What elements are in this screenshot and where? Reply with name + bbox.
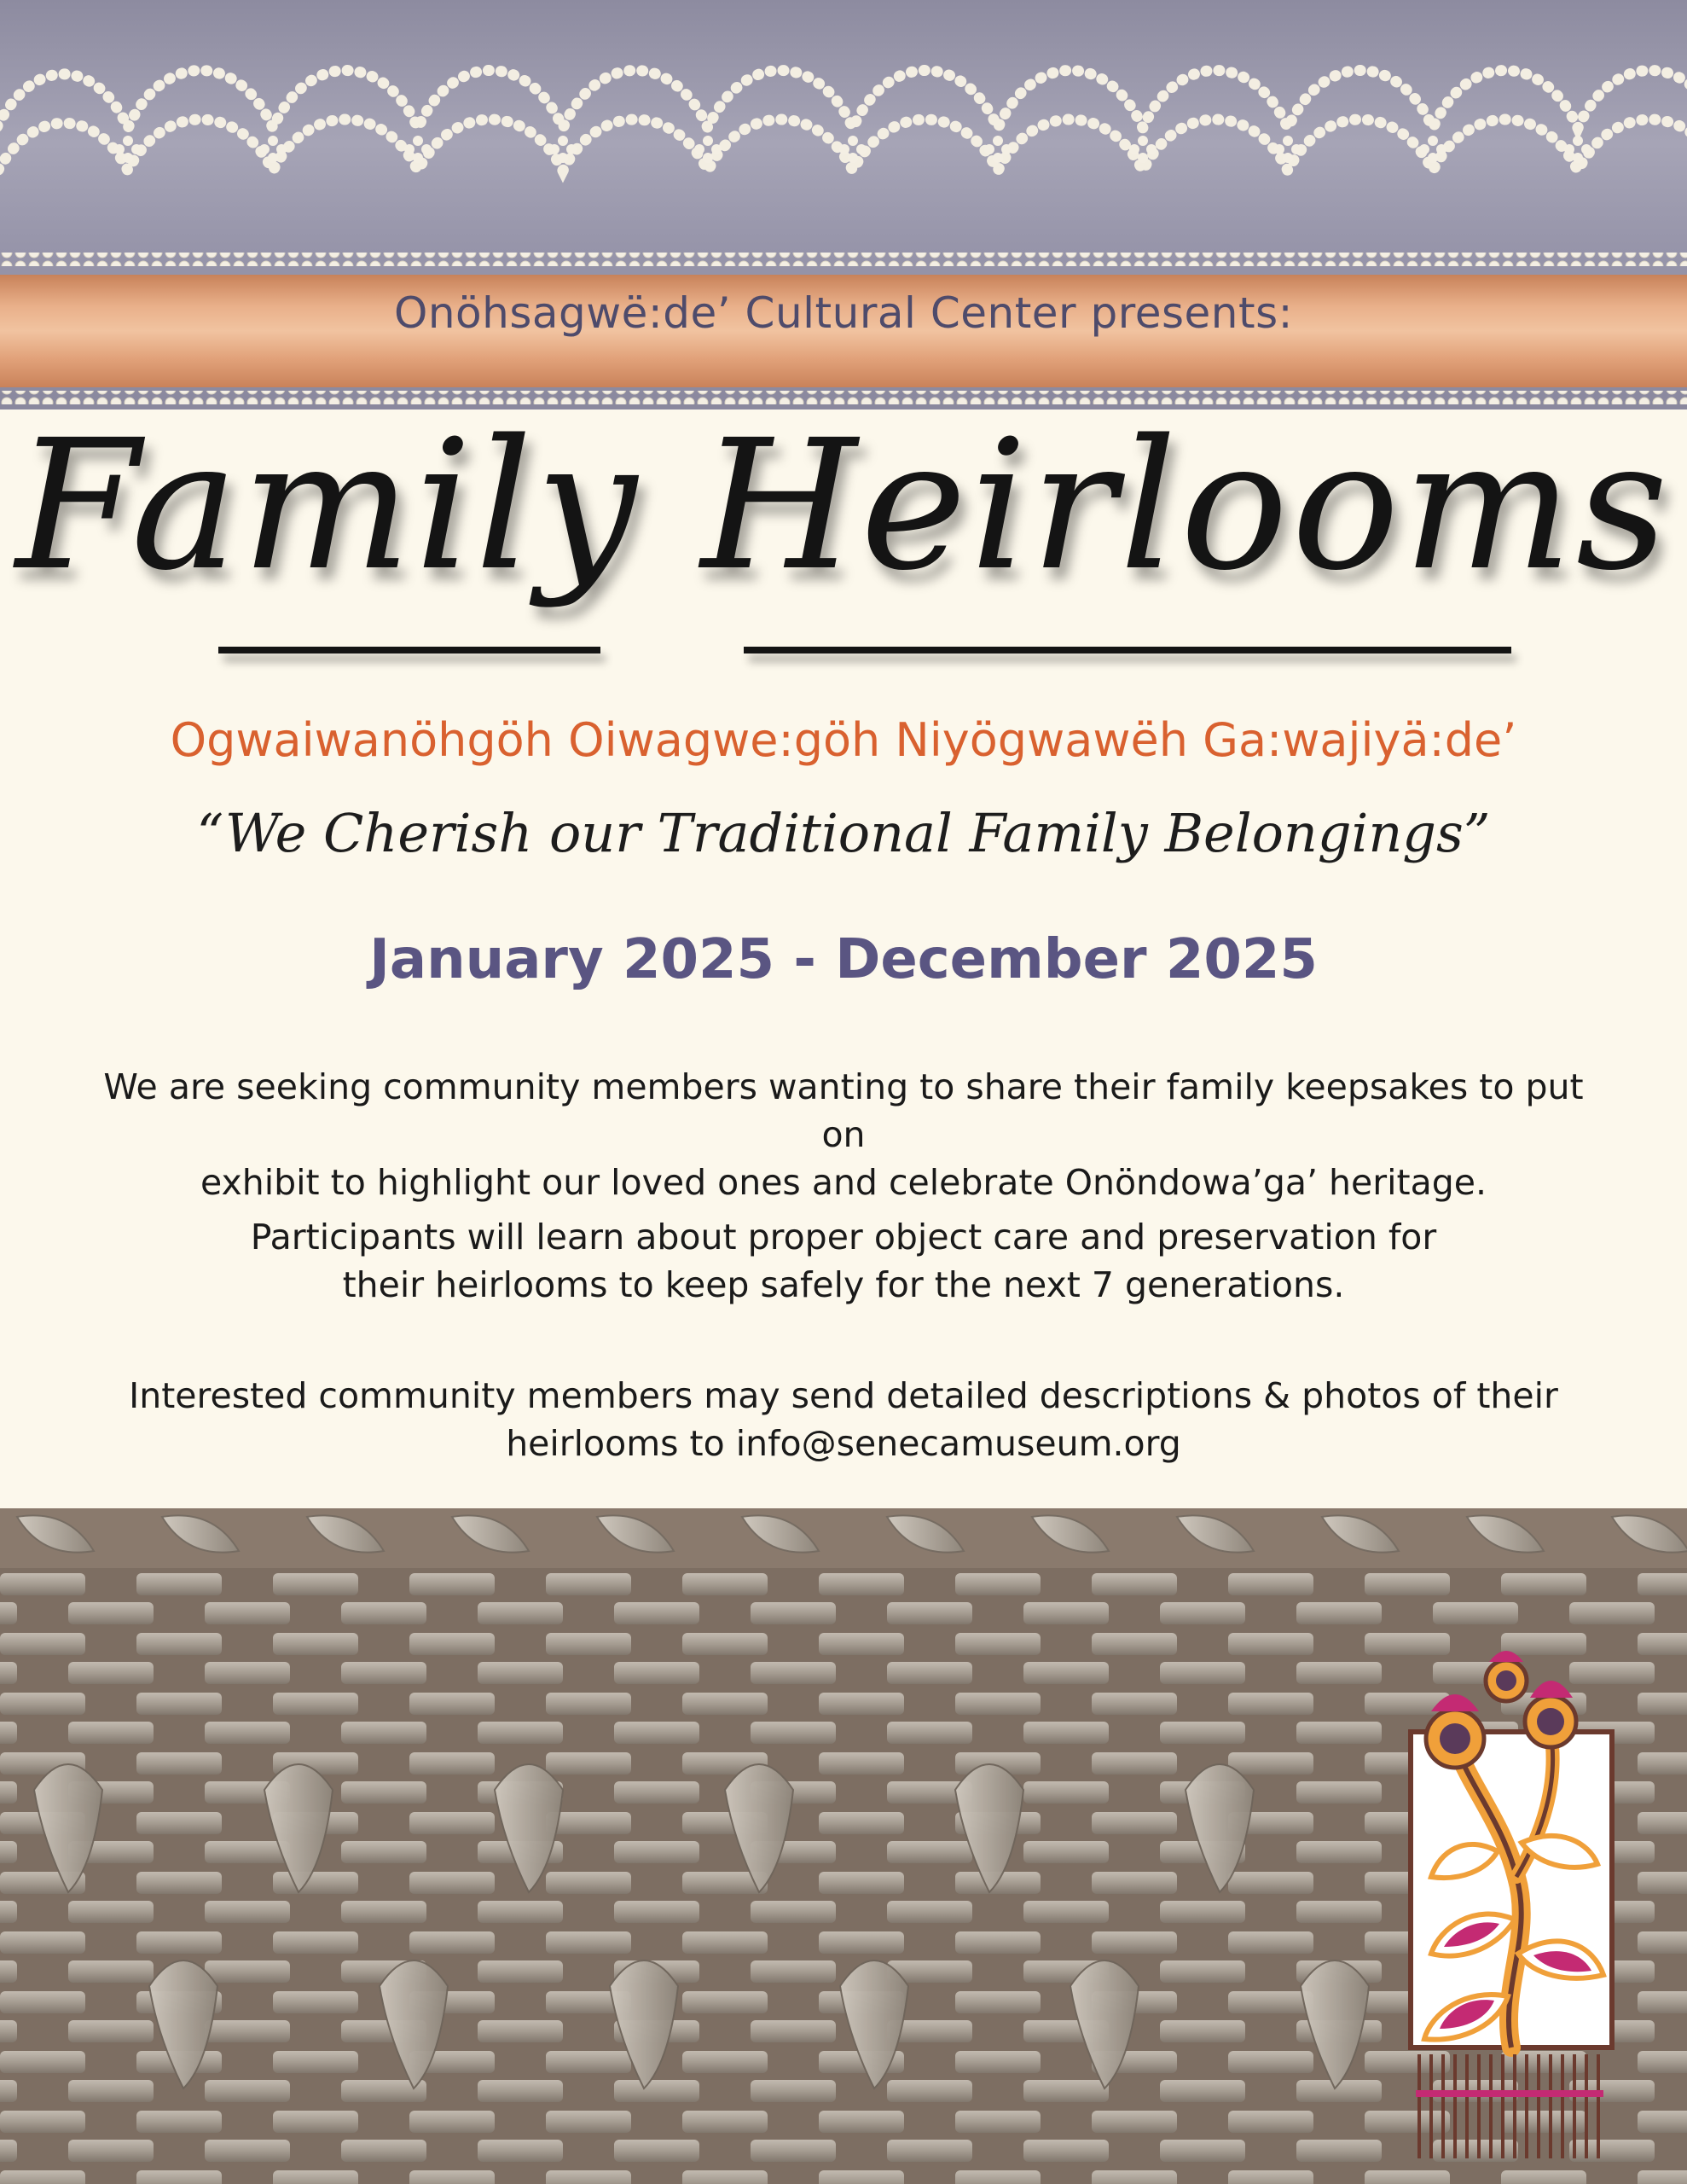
title-rule-left	[218, 647, 600, 653]
page-title: Family Heirlooms	[15, 401, 1672, 610]
title-rule-right	[744, 647, 1511, 653]
paragraph-seeking	[77, 1063, 1610, 1206]
floral-logo-icon	[1406, 1647, 1617, 2167]
paragraph-line: exhibit to highlight our loved ones and celebrate Onöndowa’ga’ heritage.	[200, 1162, 1487, 1203]
paragraph-line: Interested community members may send detailed descriptions & photos of their	[129, 1375, 1558, 1416]
paragraph-line: heirlooms to info@senecamuseum.org	[506, 1423, 1181, 1464]
seneca-subtitle: Ogwaiwanöhgöh Oiwagwe:göh Niyögwawëh Ga:wajiyä:de’	[170, 713, 1517, 767]
floral-logo	[1406, 1647, 1617, 2167]
paragraph-line: Participants will learn about proper object care and preservation for	[250, 1217, 1437, 1258]
paragraph-participants	[77, 1213, 1610, 1309]
paragraph-line: We are seeking community members wanting to share their family keepsakes to put on	[103, 1066, 1584, 1155]
beadwork-band-image	[0, 0, 1687, 410]
event-dates: January 2025 - December 2025	[369, 928, 1318, 991]
paragraph-contact	[77, 1372, 1610, 1467]
presenter-line: Onöhsagwë:de’ Cultural Center presents:	[394, 288, 1293, 338]
paragraph-line: their heirlooms to keep safely for the next 7 generations.	[342, 1264, 1345, 1305]
motto: “We Cherish our Traditional Family Belongings”	[196, 802, 1491, 864]
